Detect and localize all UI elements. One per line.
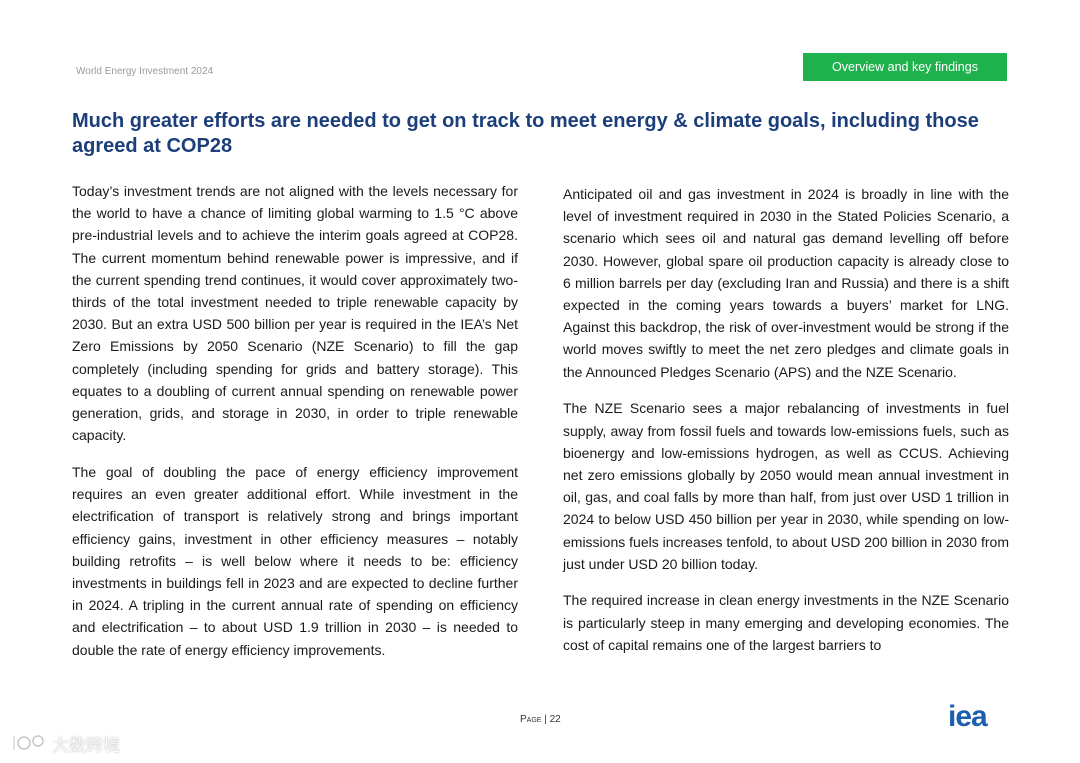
page-number: Page | 22 xyxy=(520,714,561,725)
paragraph: Today’s investment trends are not aligned with the levels necessary for the world to have a chance of limiting global warming to 1.5 °C above pre-industrial levels and to achieve the interim goals agreed at COP28. The current momentum behind renewable power is impressive, and if the current spending trend continues, it would cover approximately two-thirds of the total investment needed to triple renewable capacity by 2030. But an extra USD 500 billion per year is required in the IEA’s Net Zero Emissions by 2050 Scenario (NZE Scenario) to fill the gap completely (including spending for grids and battery storage). This equates to a doubling of current annual spending on renewable power generation, grids, and storage in 2030, in order to triple renewable capacity. xyxy=(72,183,518,444)
watermark-logo-icon xyxy=(10,732,48,754)
paragraph: Anticipated oil and gas investment in 2024 is broadly in line with the level of investment required in 2030 in the Stated Policies Scenario, a scenario which sees oil and natural gas demand levelling off before 2030. However, global spare oil production capacity is already close to 6 million barrels per day (excluding Iran and Russia) and there is a shift expected in the coming years towards a buyers’ market for LNG. Against this backdrop, the risk of over-investment would be strong if the world moves swiftly to meet the net zero pledges and climate goals in the Announced Pledges Scenario (APS) and the NZE Scenario. xyxy=(563,186,1009,380)
iea-logo xyxy=(948,703,1008,731)
paragraph: The required increase in clean energy investments in the NZE Scenario is particularly steep in many emerging and developing economies. The cost of capital remains one of the largest barriers to xyxy=(563,592,1009,653)
watermark xyxy=(10,730,140,756)
watermark-text: 大数跨境 xyxy=(52,735,120,756)
paragraph: The goal of doubling the pace of energy efficiency improvement requires an even greater additional effort. While investment in the electrification of transport is relatively strong and brings important efficiency gains, investment in other efficiency measures – notably building retrofits – is well below where it needs to be: efficiency investments in buildings fell in 2023 and are expected to decline further in 2024. A tripling in the current annual rate of spending on efficiency and electrification – to about USD 1.9 trillion in 2030 – is needed to double the rate of energy efficiency improvements. xyxy=(72,463,518,658)
paragraph: The NZE Scenario sees a major rebalancing of investments in fuel supply, away from fossil fuels and towards low-emissions fuels, such as bioenergy and low-emissions hydrogen, as well as CCUS. Achieving net zero emissions globally by 2050 would mean annual investment in oil, gas, and coal falls by more than half, from just over USD 1 trillion in 2024 to below USD 450 billion per year in 2030, while spending on low-emissions fuels increases tenfold, to about USD 200 billion in 2030 from just under USD 20 billion today. xyxy=(563,400,1009,572)
left-column xyxy=(72,180,518,675)
report-name: World Energy Investment 2024 xyxy=(76,66,214,77)
section-tab[interactable]: Overview and key findings xyxy=(803,53,1007,81)
page-title: Much greater efforts are needed to get on track to meet energy & climate goals, including those agreed at COP28 xyxy=(72,110,979,157)
right-column xyxy=(563,183,1009,671)
iea-logo-text: iea xyxy=(948,703,987,731)
